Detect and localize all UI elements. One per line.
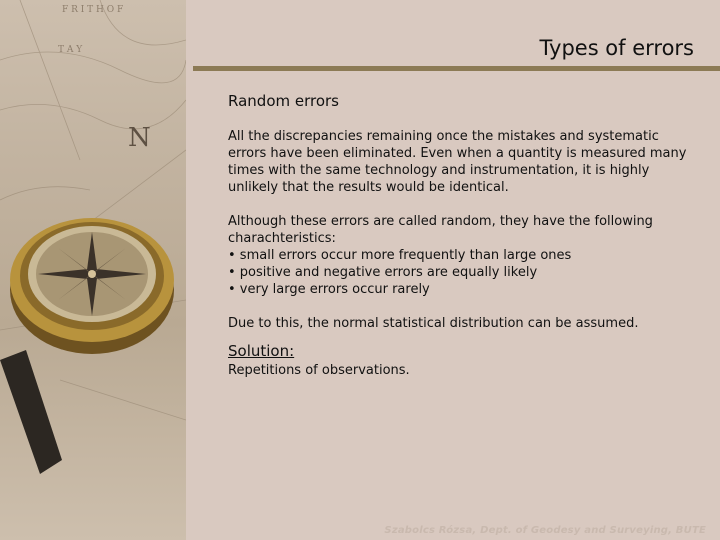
definition-paragraph: All the discrepancies remaining once the mistakes and systematic errors have been eliminated. Even when a quantity is measured many times with the same technology and instrumentation, it is highly unlikely that the results would be identical. bbox=[228, 129, 687, 195]
slide-content bbox=[228, 92, 698, 379]
compass-icon bbox=[10, 218, 174, 354]
characteristics-intro: Although these errors are called random, they have the following charachteristics: bbox=[228, 214, 653, 246]
bullet-item: • very large errors occur rarely bbox=[228, 282, 430, 297]
map-label-tay: T A Y bbox=[58, 45, 83, 55]
slide-title: Types of errors bbox=[539, 36, 694, 60]
compass-map-image bbox=[0, 0, 186, 540]
solution-text: Repetitions of observations. bbox=[228, 363, 410, 378]
title-divider bbox=[193, 66, 720, 71]
footer-credit: Szabolcs Rózsa, Dept. of Geodesy and Surveying, BUTE bbox=[384, 525, 706, 536]
compass-map-illustration bbox=[0, 0, 186, 540]
bullet-item: • positive and negative errors are equally likely bbox=[228, 265, 538, 280]
distribution-paragraph: Due to this, the normal statistical distribution can be assumed. bbox=[228, 316, 639, 331]
bullet-item: • small errors occur more frequently than large ones bbox=[228, 248, 572, 263]
map-label-frith: F R I T H O F bbox=[62, 5, 124, 15]
solution-label: Solution: bbox=[228, 342, 295, 360]
ruler-shape bbox=[0, 350, 62, 474]
section-heading: Random errors bbox=[228, 92, 339, 110]
compass-letter-n: N bbox=[128, 123, 151, 153]
